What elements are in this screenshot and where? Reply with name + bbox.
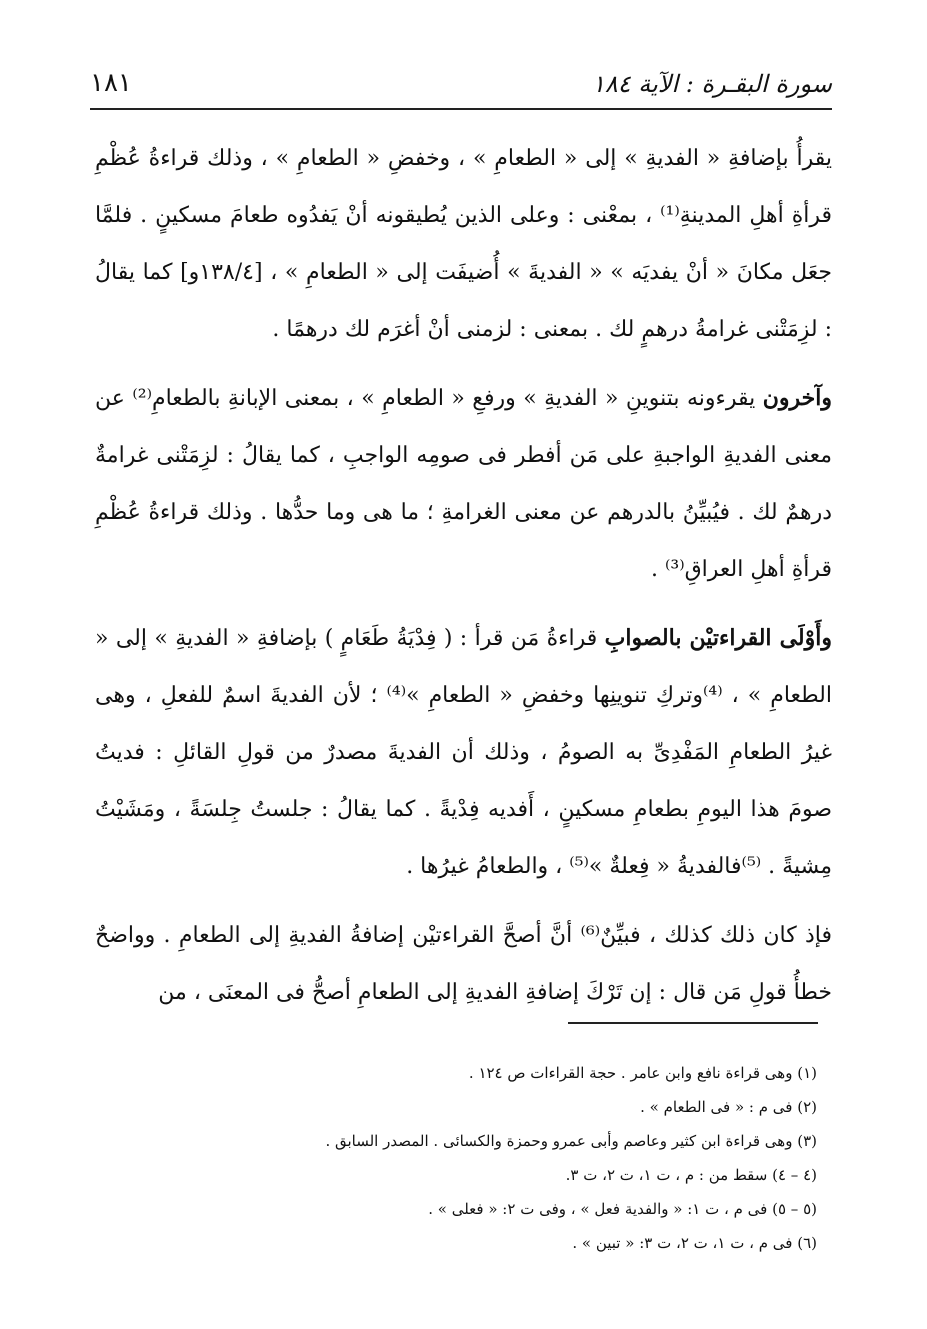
paragraph-1: يقرأُ بإضافةِ « الفديةِ » إلى « الطعامِ » ، وخفضِ « الطعامِ » ، وذلك قراءةُ عُظْمِ قرأةِ أهلِ المدينةِ⁽¹⁾ ، بمعْنى : وعلى الذين يُطيقونه أنْ يَفدُوه طعامَ مسكينٍ . فلمَّا جعَل مكانَ « أنْ يفديَه » « الفديةَ » أُضيفَت إلى « الطعامِ » ، [١٣٨/٤و] كما يقالُ : لزِمَتْنى غرامةُ درهمٍ لك . بمعنى : لزمنى أنْ أغرَم لك درهمًا . xyxy=(95,146,832,342)
paragraph-3 xyxy=(95,610,832,895)
running-header xyxy=(90,58,832,98)
footnote-1: (١) وهى قراءة نافع وابن عامر . حجة القراءات ص ١٢٤ . xyxy=(468,1064,817,1082)
footnotes xyxy=(95,1056,817,1260)
paragraph-2 xyxy=(95,370,832,598)
page-number: ١٨١ xyxy=(90,68,132,98)
paragraph-3-text: قراءةُ مَن قرأ : ( فِدْيَةُ طَعَامٍ ) بإضافةِ « الفديةِ » إلى « الطعامِ » ، ⁽⁴⁾وتركِ تنوينِها وخفضِ « الطعامِ »⁽⁴⁾ ؛ لأن الفديةَ اسمٌ للفعلِ ، وهى غيرُ الطعامِ المَفْدِىِّ به الصومُ ، وذلك أن الفديةَ مصدرٌ من قولِ القائلِ : فديتُ صومَ هذا اليومِ بطعامِ مسكينٍ ، أَفديه فِدْيةً . كما يقالُ : جلستُ جِلسَةً ، ومَشَيْتُ مِشيةً . ⁽⁵⁾فالفديةُ « فِعلةٌ »⁽⁵⁾ ، والطعامُ غيرُها . xyxy=(95,626,832,879)
footnote-4: (٤ – ٤) سقط من : م ، ت ١، ت ٢، ت ٣. xyxy=(565,1166,817,1184)
footnote-2: (٢) فى م : « فى الطعام » . xyxy=(640,1098,817,1116)
paragraph-4: فإذ كان ذلك كذلك ، فبيِّنٌ⁽⁶⁾ أنَّ أصحَّ القراءتيْن إضافةُ الفديةِ إلى الطعامِ . وواضحٌ خطأُ قولِ مَن قال : إن تَرْكَ إضافةِ الفديةِ إلى الطعامِ أصحُّ فى المعنَى ، من xyxy=(95,923,833,1005)
paragraph-2-lead: وآخرون xyxy=(762,385,832,411)
footnote-divider xyxy=(568,1022,818,1024)
footnote-6: (٦) فى م ، ت ١، ت ٢، ت ٣: « تبين » . xyxy=(572,1234,817,1252)
main-text xyxy=(95,130,832,1033)
paragraph-3-lead: وأَوْلَى القراءتيْن بالصوابِ xyxy=(604,625,832,651)
chapter-title: سورة البقـرة : الآية ١٨٤ xyxy=(591,70,832,98)
header-divider xyxy=(90,108,832,110)
paragraph-2-text: يقرءونه بتنوينِ « الفديةِ » ورفعِ « الطعامِ » ، بمعنى الإبانةِ بالطعامِ⁽²⁾ عن معنى الفديةِ الواجبةِ على مَن أفطر فى صومِه الواجبِ ، كما يقالُ : لزِمَتْنى غرامةٌ درهمٌ لك . فيُبيِّنُ بالدرهم عن معنى الغرامةِ ؛ ما هى وما حدُّها . وذلك قراءةُ عُظْمِ قرأةِ أهلِ العراقِ⁽³⁾ . xyxy=(95,386,832,582)
footnote-3: (٣) وهى قراءة ابن كثير وعاصم وأبى عمرو وحمزة والكسائى . المصدر السابق . xyxy=(325,1132,817,1150)
footnote-5: (٥ – ٥) فى م ، ت ١: « والفدية فعل » ، وفى ت ٢: « فعلى » . xyxy=(428,1200,817,1218)
